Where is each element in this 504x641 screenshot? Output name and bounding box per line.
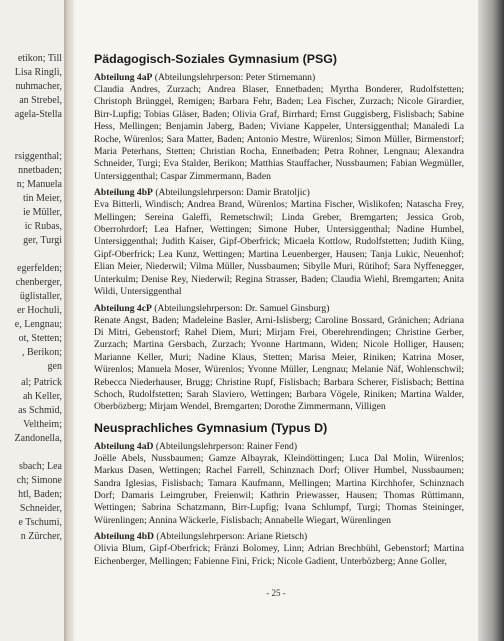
left-page-line: Zandonella, [14, 433, 62, 444]
left-page-line: n Zürcher, [20, 531, 62, 542]
left-page-line: ot, Stetten; [18, 333, 62, 344]
left-page-line: ie Müller, [22, 207, 62, 218]
class-heading [94, 72, 464, 84]
class-block-4ap [94, 72, 464, 183]
student-list: Renate Angst, Baden; Madeleine Basler, Arni-Islisberg; Caroline Bossard, Gränichen; Adriana Di Mitri, Gebenstorf; Rahel Diem, Muri; Mirjam Frei, Oberehrendingen; Christine Gerber, Zurzach; Martina Gersbach, Zurzach; Yvonne Hartmann, Widen; Nicole Holliger, Hausen; Marianne Keller, Muri; Nadine Klaus, Stetten; Marisa Meier, Riniken; Katrina Moser, Würenlos; Manuela Moser, Würenlos; Yvonne Müller, Lengnau; Melanie Näf, Wohlenschwil; Rebecca Niederhauser, Brugg; Christine Rupf, Fislisbach; Barbara Scherer, Fislisbach; Bettina Schoch, Rudolfstetten; Sarah Slaviero, Wettingen; Barbara Vögele, Riniken; Martina Walder, Oberbözberg; Mirjam Wendel, Bremgarten; Dorothe Zimmermann, Villigen [94, 314, 464, 413]
left-page-line: ch; Simone [16, 475, 62, 486]
section-title-typus-d: Neusprachliches Gymnasium (Typus D) [94, 420, 328, 435]
student-list: Claudia Andres, Zurzach; Andrea Blaser, Ennetbaden; Myrtha Bonderer, Rudolfstetten; Christoph Brünggel, Remigen; Barbara Fehr, Baden; Lea Fischer, Zurzach; Nicole Girardier, Birr-Lupfig; Tobias Gläser, Baden; Olivia Graf, Birrhard; Ernst Guggisberg, Fislisbach; Sabine Hess, Mellingen; Benjamin Jaberg, Baden; Viviane Kappeler, Untersiggenthal; Manaledi La Roche, Würenlos; Sara Matter, Baden; Antonio Mestre, Würenlos; Simon Müller, Birmenstorf; Maria Peterhans, Stetten; Christian Rocha, Ennetbaden; Petra Rohner, Lengnau; Alexandra Schneider, Turgi; Eva Stalder, Berikon; Matthias Stauffacher, Nussbaumen; Fabian Wegmüller, Untersiggenthal; Caspar Zimmermann, Baden [94, 84, 464, 182]
left-page-line: er Hochuli, [17, 305, 62, 316]
left-page-line: ic Rubas, [24, 221, 62, 232]
class-block-4bp [94, 187, 464, 298]
left-page-line: htl, Baden; [18, 489, 62, 500]
left-page-line: e, Lengnau; [14, 319, 62, 330]
left-page-line: etikon; Till [17, 53, 62, 64]
left-page-line: nnetbaden; [18, 165, 62, 176]
class-teacher: (Abteilungslehrperson: Ariane Rietsch) [156, 531, 308, 543]
left-page-line: Schneider, [19, 503, 62, 514]
class-heading [94, 531, 464, 543]
class-block-4ad [94, 441, 464, 527]
page-edge-shadow [478, 0, 504, 641]
left-page-line: an Strebel, [19, 95, 62, 106]
student-list: Eva Bitterli, Windisch; Andrea Brand, Würenlos; Martina Fischer, Wislikofen; Natascha Frey, Mellingen; Sereina Galeffi, Remetschwil; Linda Greber, Bremgarten; Jessica Grob, Oberrohrdorf; Lea Hafner, Wettingen; Simone Huber, Untersiggenthal; Nadine Humbel, Untersiggenthal; Judith Kaiser, Gipf-Oberfrick; Micaela Kottlow, Rudolfstetten; Judith Küng, Gipf-Oberfrick; Lea Kunz, Wettingen; Martina Leuenberger, Hausen; Tanja Lukic, Neuenhof; Elian Meier, Niederwil; Vilma Müller, Nussbaumen; Sibylle Muri, Rütihof; Sara Nyffenegger, Unterkulm; Denise Rey, Niederwil; Regina Strasser, Baden; Claudia Wiehl, Bremgarten; Anita Wildi, Untersiggenthal [94, 199, 464, 298]
left-page-line: agela-Stella [14, 109, 62, 120]
class-heading [94, 441, 464, 453]
class-code: Abteilung 4bP [94, 187, 153, 199]
page-content [94, 52, 464, 572]
left-page-line: nuhmacher, [15, 81, 62, 92]
left-page-line: ger, Turgi [23, 235, 62, 246]
left-page-line: sbach; Lea [18, 461, 62, 472]
class-teacher: (Abteilungslehrperson: Rainer Fend) [155, 440, 298, 452]
student-list: Joëlle Abels, Nussbaumen; Gamze Albayrak, Kleindöttingen; Luca Dal Molin, Würenlos; Markus Dasen, Wettingen; Rachel Farrell, Schinznach Dorf; Oliver Humbel, Nussbaumen; Sandra Iglesias, Fislisbach; Tamara Kaufmann, Mellingen; Martina Kirchhofer, Schinznach Dorf; Damaris Leimgruber, Freienwil; Kathrin Priewasser, Hausen; Thomas Rüttimann, Wettingen; Sabrina Schatzmann, Birr-Lupfig; Ivana Schlumpf, Turgi; Thomas Steininger, Würenlingen; Annina Wäckerle, Fislisbach; Annabelle Wiegart, Würenlingen [94, 452, 464, 526]
section-title-psg: Pädagogisch-Soziales Gymnasium (PSG) [94, 52, 338, 66]
class-code: Abteilung 4aP [94, 72, 153, 83]
class-heading [94, 187, 464, 199]
class-code: Abteilung 4bD [94, 531, 154, 543]
right-page [74, 0, 478, 641]
class-block-4cp [94, 303, 464, 414]
book-gutter [64, 0, 74, 641]
left-page-line: chenberger, [15, 277, 62, 288]
left-page-line: ah Keller, [22, 391, 62, 402]
left-page-line: Lisa Ringli, [14, 67, 62, 78]
class-teacher: (Abteilungslehrperson: Damir Bratoljic) [155, 187, 310, 199]
class-teacher: (Abteilungslehrperson: Peter Stirnemann) [154, 72, 316, 83]
left-page-line: Veltheim; [23, 419, 62, 430]
student-list: Olivia Blum, Gipf-Oberfrick; Fränzi Bolomey, Linn; Adrian Brechbühl, Gebenstorf; Martina Eichenberger, Mellingen; Fabienne Fini, Frick; Nicole Gadient, Unterbözberg; Anne Goller, [94, 543, 464, 567]
class-teacher: (Abteilungslehrperson: Dr. Samuel Ginsburg) [154, 302, 330, 314]
left-page-line: üglistaller, [19, 291, 62, 302]
left-page-line: tin Meier, [22, 193, 62, 204]
left-page-line: n; Manuela [16, 179, 62, 190]
left-page-line: e Tschumi, [18, 517, 62, 528]
left-page-line: gen [47, 361, 62, 372]
class-code: Abteilung 4cP [94, 302, 152, 314]
left-page-line: rsiggenthal; [14, 151, 62, 162]
class-code: Abteilung 4aD [94, 440, 154, 452]
class-block-4bd [94, 531, 464, 568]
left-page-line: egerfelden; [17, 263, 62, 274]
left-page-line: al; Patrick [21, 377, 62, 388]
left-page-fragment [0, 0, 64, 641]
left-page-line: as Schmid, [18, 405, 62, 416]
page-number: - 25 - [266, 588, 286, 598]
left-page-line: , Berikon; [22, 347, 62, 358]
class-heading [94, 303, 464, 315]
